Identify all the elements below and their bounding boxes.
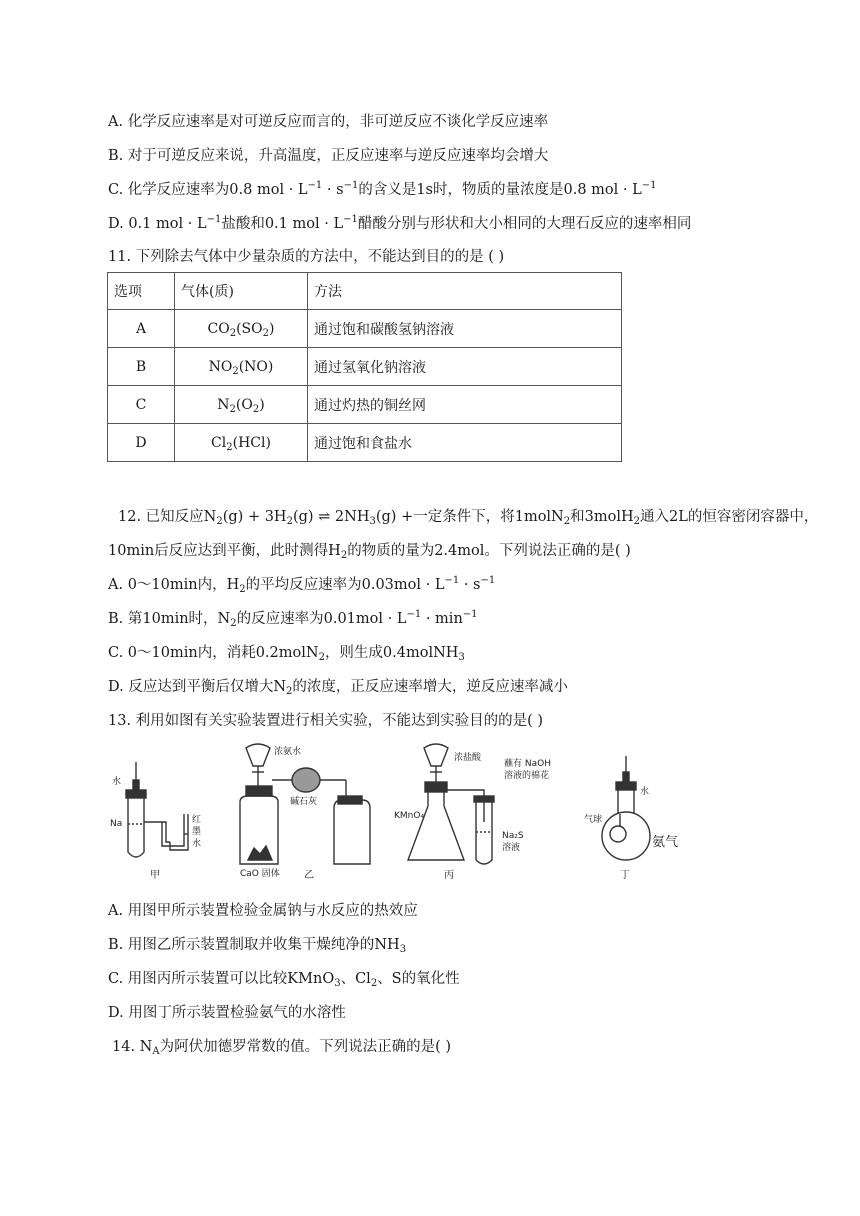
bing-cotton-label-2: 溶液的棉花 [504, 771, 550, 781]
bing-na2s-label-1: Na₂S [502, 831, 524, 841]
q13-option-b: B. 用图乙所示装置制取并收集干燥纯净的$NH_3$ [108, 937, 407, 955]
yi-soda-lime-label: 碱石灰 [290, 797, 318, 807]
q13-option-a: A. 用图甲所示装置检验金属钠与水反应的热效应 [108, 903, 418, 919]
row-option: A [108, 310, 175, 348]
jia-water-label: 水 [112, 777, 122, 787]
jia-ink2-label: 水 [192, 839, 202, 849]
q13-option-d: D. 用图丁所示装置检验氨气的水溶性 [108, 1005, 346, 1021]
q10-option-c: C. 化学反应速率为0.8 mol · $L^{-1} \cdot s^{-1}$的含义是1s时，物质的量浓度是0.8 mol · $L^{-1}$ [108, 180, 657, 198]
q11-stem: 11. 下列除去气体中少量杂质的方法中，不能达到目的的是 ( ) [108, 249, 505, 265]
q12-option-d: D. 反应达到平衡后仅增大$N_2$的浓度，正反应速率增大，逆反应速率减小 [108, 679, 568, 697]
row-gas: $CO_2(SO_2)$ [175, 310, 308, 348]
q10-option-b: B. 对于可逆反应来说，升高温度，正反应速率与逆反应速率均会增大 [108, 148, 549, 164]
yi-figure-label: 乙 [304, 870, 314, 881]
table-row [108, 348, 622, 386]
row-gas: $Cl_2(HCl)$ [175, 424, 308, 462]
q13-stem: 13. 利用如图有关实验装置进行相关实验，不能达到实验目的的是( ) [108, 713, 544, 729]
table-header-row [108, 273, 622, 310]
q12-stem-line1: 12. 已知反应$N_2(g) + 3H_2(g)$ ⇌ $2NH_3(g)$ +一定条件下，将1molN$_2$和3molH$_2$通入2L的恒容密闭容器中， [118, 509, 819, 527]
row-gas: $NO_2(NO)$ [175, 348, 308, 386]
header-option: 选项 [108, 273, 175, 310]
bing-na2s-label-2: 溶液 [502, 843, 521, 853]
jia-figure-label: 甲 [150, 870, 160, 881]
apparatus-jia [126, 762, 188, 857]
header-gas: 气体(质) [175, 273, 308, 310]
q14-stem: 14. $N_A$为阿伏加德罗常数的值。下列说法正确的是( ) [112, 1039, 452, 1057]
row-option: C [108, 386, 175, 424]
row-method: 通过饱和碳酸氢钠溶液 [308, 310, 622, 348]
yi-ammonia-label: 浓氨水 [274, 747, 302, 757]
bing-cotton-label-1: 蘸有 NaOH [504, 759, 551, 769]
table-row [108, 424, 622, 462]
apparatus-bing [408, 744, 494, 864]
ding-ammonia-label: 氨气 [652, 835, 679, 850]
yi-cao-label: CaO 固体 [240, 869, 280, 879]
jia-red-label: 红 [192, 815, 202, 825]
bing-figure-label: 丙 [444, 870, 454, 881]
jia-na-label: Na [110, 819, 123, 829]
row-method: 通过饱和食盐水 [308, 424, 622, 462]
q12-option-c: C. 0～10min内，消耗0.2molN$_2$，则生成0.4molNH$_3$ [108, 645, 465, 663]
table-row [108, 310, 622, 348]
row-option: D [108, 424, 175, 462]
row-method: 通过灼热的铜丝网 [308, 386, 622, 424]
q12-option-b: B. 第10min时，$N_2$的反应速率为$0.01mol \cdot L^{-1} \cdot \min^{-1}$ [108, 609, 478, 629]
row-gas: $N_2(O_2)$ [175, 386, 308, 424]
q12-stem-line2: 10min后反应达到平衡，此时测得$H_2$的物质的量为2.4mol。下列说法正确的是( ) [108, 543, 631, 561]
table-row [108, 386, 622, 424]
ding-water-label: 水 [640, 787, 650, 797]
apparatus-ding [602, 756, 650, 860]
jia-ink-label: 墨 [192, 827, 202, 837]
row-method: 通过氢氧化钠溶液 [308, 348, 622, 386]
bing-kmno4-label: KMnO₄ [394, 811, 425, 821]
ding-balloon-label: 气球 [584, 815, 603, 825]
row-option: B [108, 348, 175, 386]
header-method: 方法 [308, 273, 622, 310]
q11-table [107, 272, 622, 462]
q12-option-a: A. 0～10min内，$H_2$的平均反应速率为$0.03mol \cdot L^{-1} \cdot s^{-1}$ [108, 575, 496, 595]
q10-option-d: D. 0.1 mol · $L^{-1}$盐酸和0.1 mol · $L^{-1}$醋酸分别与形状和大小相同的大理石反应的速率相同 [108, 214, 692, 232]
q13-option-c: C. 用图丙所示装置可以比较KMnO$_3$、$Cl_2$、S的氧化性 [108, 971, 460, 989]
q13-apparatus-figure [108, 742, 688, 882]
bing-hcl-label: 浓盐酸 [454, 753, 482, 763]
ding-figure-label: 丁 [620, 870, 630, 881]
q10-option-a: A. 化学反应速率是对可逆反应而言的，非可逆反应不谈化学反应速率 [108, 114, 549, 130]
